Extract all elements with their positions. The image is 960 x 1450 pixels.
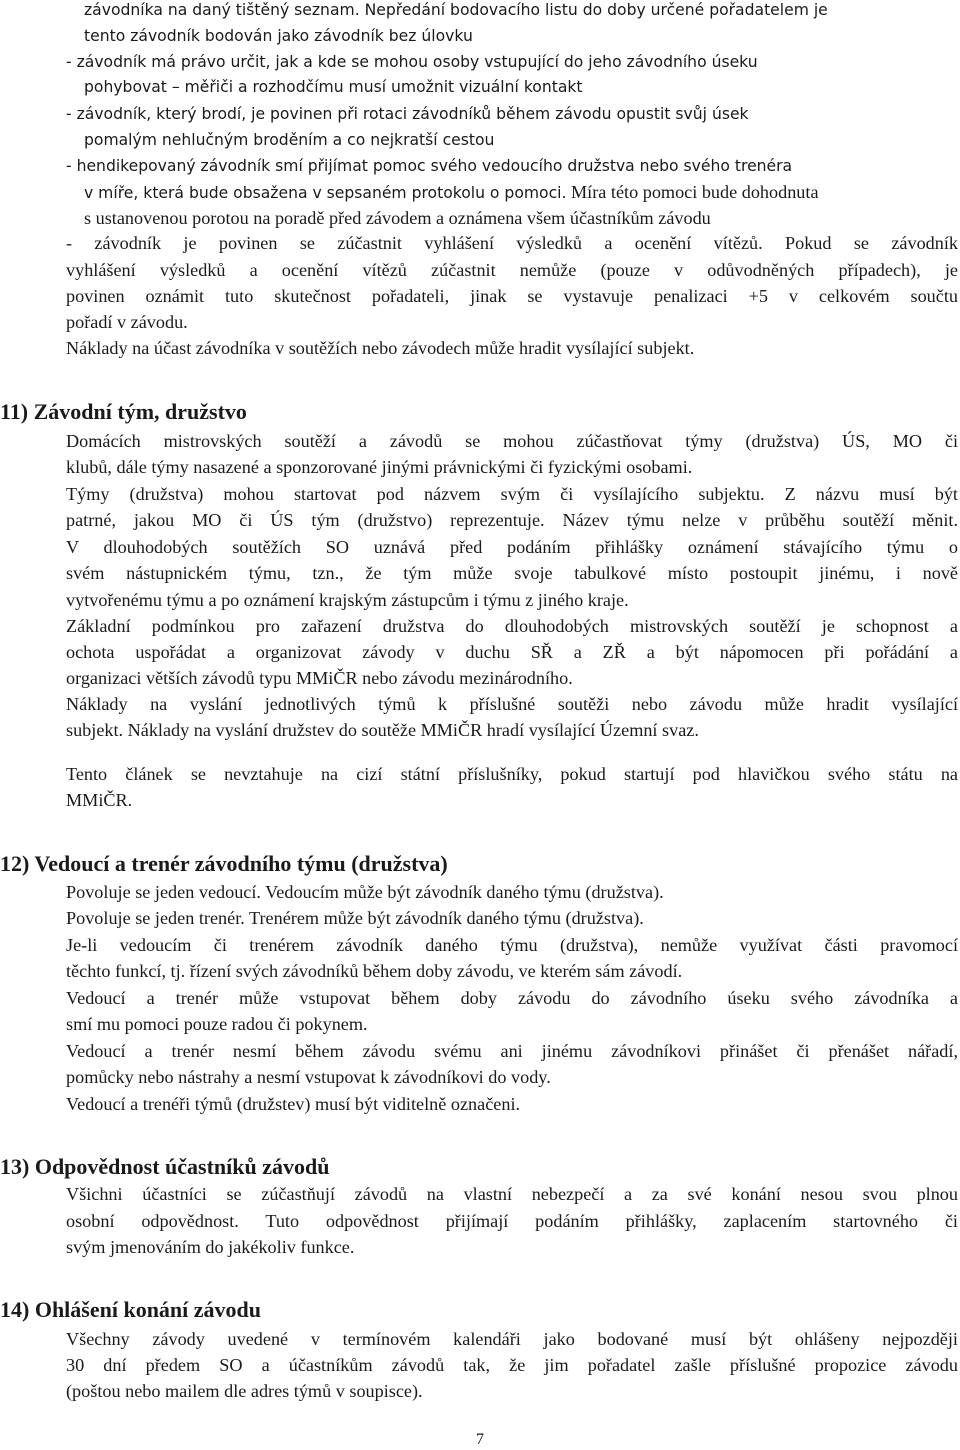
intro-line-8-serif: Míra této pomoci bude dohodnuta xyxy=(566,182,819,202)
intro-line-3: - závodník má právo určit, jak a kde se mohou osoby vstupující do jeho závodního úseku xyxy=(66,53,758,71)
s14-line-3: (poštou nebo mailem dle adres týmů v soupisce). xyxy=(66,1381,423,1401)
s11-line-10: organizaci větších závodů typu MMiČR nebo závodu mezinárodního. xyxy=(66,668,573,688)
intro-line-10: - závodník je povinen se zúčastnit vyhlášení výsledků a ocenění vítězů. Pokud se závodník xyxy=(66,233,958,253)
s11-line-7: vytvořenému týmu a po oznámení krajským zástupcům i týmu z jiného kraje. xyxy=(66,590,629,610)
section-13-heading: 13) Odpovědnost účastníků závodů xyxy=(0,1154,330,1179)
s12-line-8: pomůcky nebo nástrahy a nesmí vstupovat k závodníkovi do vody. xyxy=(66,1067,551,1087)
s12-line-9: Vedoucí a trenéři týmů (družstev) musí být viditelně označeni. xyxy=(66,1094,521,1114)
s12-line-7: Vedoucí a trenér nesmí během závodu svému ani jinému závodníkovi přinášet či přenášet nářadí, xyxy=(66,1041,958,1061)
page-number: 7 xyxy=(476,1431,484,1448)
s11-note-line-1: Tento článek se nevztahuje na cizí státní příslušníky, pokud startují pod hlavičkou svého státu na xyxy=(66,764,958,784)
s11-line-5: V dlouhodobých soutěžích SO uznává před podáním přihlášky oznámení stávajícího týmu o xyxy=(66,537,958,557)
s11-line-9: ochota uspořádat a organizovat závody v duchu SŘ a ZŘ a být nápomocen při pořádání a xyxy=(66,642,958,662)
intro-line-1: závodníka na daný tištěný seznam. Nepředání bodovacího listu do doby určené pořadatelem je xyxy=(84,1,828,19)
section-11-heading: 11) Závodní tým, družstvo xyxy=(0,399,247,424)
intro-line-11: vyhlášení výsledků a ocenění vítězů zúčastnit nemůže (pouze v odůvodněných případech), je xyxy=(66,260,958,280)
s12-line-4: těchto funkcí, tj. řízení svých závodníků během doby závodu, ve kterém sám závodí. xyxy=(66,961,683,981)
section-14-heading: 14) Ohlášení konání závodu xyxy=(0,1297,262,1322)
s12-line-1: Povoluje se jeden vedoucí. Vedoucím může být závodník daného týmu (družstva). xyxy=(66,882,664,902)
s12-line-5: Vedoucí a trenér může vstupovat během doby závodu do závodního úseku svého závodníka a xyxy=(66,988,958,1008)
s11-line-1: Domácích mistrovských soutěží a závodů se mohou zúčastňovat týmy (družstva) ÚS, MO či xyxy=(66,431,958,451)
s12-line-3: Je-li vedoucím či trenérem závodník daného týmu (družstva), nemůže využívat části pravomocí xyxy=(66,935,958,955)
intro-line-2: tento závodník bodován jako závodník bez úlovku xyxy=(84,27,473,45)
s11-line-4: patrné, jakou MO či ÚS tým (družstvo) reprezentuje. Název týmu nelze v průběhu soutěží měnit. xyxy=(66,510,958,530)
intro-line-8 xyxy=(84,179,819,206)
s13-line-3: svým jmenováním do jakékoliv funkce. xyxy=(66,1237,355,1257)
intro-line-4: pohybovat – měřiči a rozhodčímu musí umožnit vizuální kontakt xyxy=(84,78,583,96)
intro-line-7: - hendikepovaný závodník smí přijímat pomoc svého vedoucího družstva nebo svého trenéra xyxy=(66,157,793,175)
intro-line-8-sans: v míře, která bude obsažena v sepsaném protokolu o pomoci. xyxy=(84,184,567,202)
s11-line-2: klubů, dále týmy nasazené a sponzorované jinými právnickými či fyzickými osobami. xyxy=(66,457,693,477)
intro-line-5: - závodník, který brodí, je povinen při rotaci závodníků během závodu opustit svůj úsek xyxy=(66,105,749,123)
intro-line-12: povinen oznámit tuto skutečnost pořadateli, jinak se vystavuje penalizaci +5 v celkovém součtu xyxy=(66,286,958,306)
s13-line-1: Všichni účastníci se zúčastňují závodů na vlastní nebezpečí a za své konání nesou svou plnou xyxy=(66,1184,958,1204)
section-12-heading: 12) Vedoucí a trenér závodního týmu (družstva) xyxy=(0,851,448,876)
s11-line-11: Náklady na vyslání jednotlivých týmů k příslušné soutěži nebo závodu může hradit vysílající xyxy=(66,694,958,714)
intro-line-14: Náklady na účast závodníka v soutěžích nebo závodech může hradit vysílající subjekt. xyxy=(66,338,695,358)
intro-line-9: s ustanovenou porotou na poradě před závodem a oznámena všem účastníkům závodu xyxy=(84,208,711,228)
s11-line-8: Základní podmínkou pro zařazení družstva do dlouhodobých mistrovských soutěží je schopnost a xyxy=(66,616,958,636)
s12-line-6: smí mu pomoci pouze radou či pokynem. xyxy=(66,1014,368,1034)
s13-line-2: osobní odpovědnost. Tuto odpovědnost přijímají podáním přihlášky, zaplacením startovného či xyxy=(66,1211,958,1231)
intro-line-6: pomalým nehlučným broděním a co nejkratší cestou xyxy=(84,131,495,149)
s14-line-1: Všechny závody uvedené v termínovém kalendáři jako bodované musí být ohlášeny nejpozději xyxy=(66,1329,958,1349)
intro-line-13: pořadí v závodu. xyxy=(66,312,188,332)
s11-line-12: subjekt. Náklady na vyslání družstev do soutěže MMiČR hradí vysílající Územní svaz. xyxy=(66,720,699,740)
s12-line-2: Povoluje se jeden trenér. Trenérem může být závodník daného týmu (družstva). xyxy=(66,908,644,928)
s14-line-2: 30 dní předem SO a účastníkům závodů tak, že jim pořadatel zašle příslušné propozice závodu xyxy=(66,1355,958,1375)
s11-line-6: svém nástupnickém týmu, tzn., že tým může svoje tabulkové místo postoupit jinému, i nově xyxy=(66,563,958,583)
s11-note-line-2: MMiČR. xyxy=(66,790,133,810)
s11-line-3: Týmy (družstva) mohou startovat pod názvem svým či vysílajícího subjektu. Z názvu musí být xyxy=(66,484,958,504)
